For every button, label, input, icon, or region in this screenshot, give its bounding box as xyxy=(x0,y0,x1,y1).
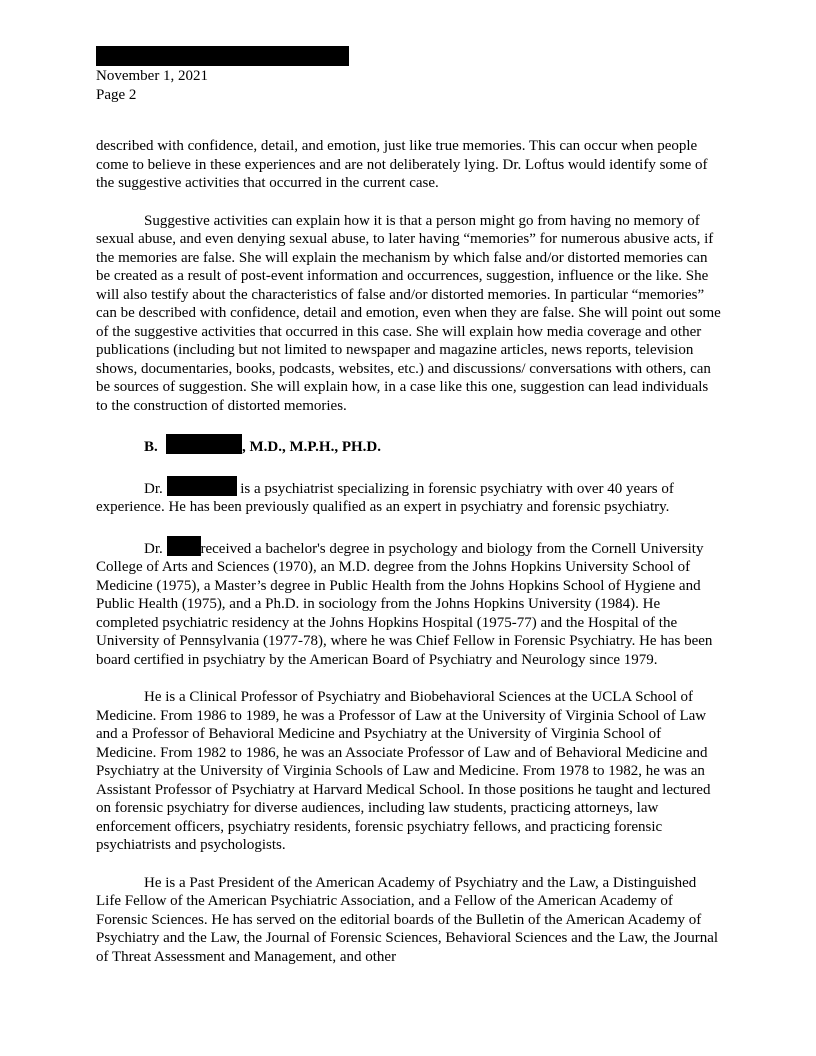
paragraph-text: is a psychiatrist specializing in forensic psychiatry with over 40 years of experience. He has been previously qualified as an expert in psychiatry and forensic psychiatry. xyxy=(96,480,674,515)
section-heading-b xyxy=(144,434,722,457)
paragraph-education xyxy=(96,536,722,670)
paragraph-professional-memberships: He is a Past President of the American Academy of Psychiatry and the Law, a Distinguished Life Fellow of the American Psychiatric Association, and a Fellow of the American Academy of Forensic Sciences. He has served on the editorial boards of the Bulletin of the American Academy of Psychiatry and the Law, the Journal of Forensic Sciences, Behavioral Sciences and the Law, the Journal of Threat Assessment and Management, and other xyxy=(96,874,719,965)
redacted-name xyxy=(166,434,242,454)
page-number: Page 2 xyxy=(96,87,137,103)
paragraph-expert-intro xyxy=(96,476,722,517)
redacted-recipient xyxy=(96,46,349,66)
paragraph-memories-continued: described with confidence, detail, and emotion, just like true memories. This can occur when people come to believe in these experiences and are not deliberately lying. Dr. Loftus would identify some of the suggestive activities that occurred in the current case. xyxy=(96,138,708,191)
heading-letter: B. xyxy=(144,439,158,455)
redacted-name xyxy=(167,476,237,496)
paragraph-text: received a bachelor's degree in psychology and biology from the Cornell University College of Arts and Sciences (1970), an M.D. degree from the Johns Hopkins University School of Medicine (1975), a Master’s degree in Public Health from the Johns Hopkins School of Hygiene and Public Health (1975), and a Ph.D. in sociology from the Johns Hopkins University (1984). He completed psychiatric residency at the Johns Hopkins Hospital (1975-77) and the Hospital of the University of Pennsylvania (1977-78), where he was Chief Fellow in Forensic Psychiatry. He has been board certified in psychiatry by the American Board of Psychiatry and Neurology since 1979. xyxy=(96,540,713,668)
title-prefix: Dr. xyxy=(144,540,163,557)
letter-body xyxy=(96,137,722,985)
paragraph-suggestive-activities: Suggestive activities can explain how it is that a person might go from having no memory of sexual abuse, and even denying sexual abuse, to later having “memories” for numerous abusive acts, if the memories are false. She will explain the mechanism by which false and/or distorted memories can be created as a result of post-event information and occurrences, suggestion, influence or the like. She will also testify about the characteristics of false and/or distorted memories. In particular “memories” can be described with confidence, detail and emotion, even when they are false. She will point out some of the suggestive activities that occurred in this case. She will explain how media coverage and other publications (including but not limited to newspaper and magazine articles, news reports, television shows, documentaries, books, podcasts, websites, etc.) and discussions/ conversations with others, can be sources of suggestion. She will explain how, in a case like this one, suggestion can lead individuals to the construction of distorted memories. xyxy=(96,212,721,414)
redacted-name xyxy=(167,536,201,556)
heading-credentials: , M.D., M.P.H., PH.D. xyxy=(242,439,382,455)
letter-date: November 1, 2021 xyxy=(96,68,209,84)
paragraph-academic-positions: He is a Clinical Professor of Psychiatry and Biobehavioral Sciences at the UCLA School of Medicine. From 1986 to 1989, he was a Professor of Law at the University of Virginia School of Law and a Professor of Behavioral Medicine and Psychiatry at the University of Virginia School of Medicine. From 1982 to 1986, he was an Associate Professor of Law and of Behavioral Medicine and Psychiatry at the University of Virginia Schools of Law and Medicine. From 1978 to 1982, he was an Assistant Professor of Psychiatry at Harvard Medical School. In those positions he taught and lectured on forensic psychiatry for diverse audiences, including law students, practicing attorneys, law enforcement officers, psychiatry residents, forensic psychiatry fellows, and practicing forensic psychiatrists and psychologists. xyxy=(96,689,711,853)
title-prefix: Dr. xyxy=(144,480,163,497)
